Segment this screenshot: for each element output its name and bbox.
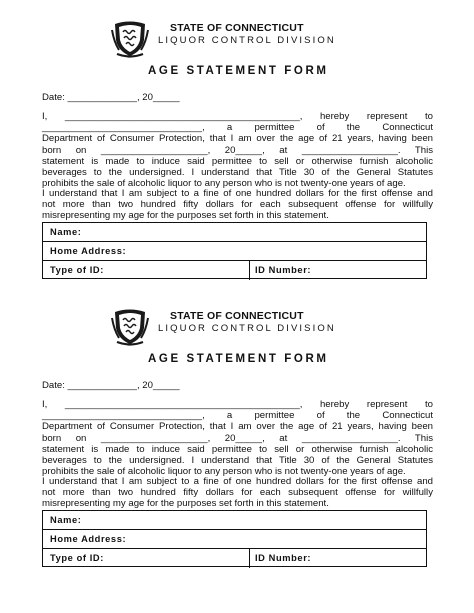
name-label: Name: <box>50 515 82 525</box>
id-number-label: ID Number: <box>255 265 312 275</box>
paragraph-line: I understand that I am subject to a fine of one hundred dollars for the first offense and <box>42 188 433 199</box>
connecticut-seal-icon <box>111 18 149 58</box>
paragraph-line: ______________________________, a permittee of the Connecticut <box>42 410 433 422</box>
paragraph-line: Department of Consumer Protection, that I am over the age of 21 years, having been <box>42 133 433 145</box>
paragraph-line: statement is made to induce said permittee to sell or otherwise furnish alcoholic <box>42 155 433 167</box>
division-heading: LIQUOR CONTROL DIVISION <box>158 323 336 334</box>
state-heading: STATE OF CONNECTICUT <box>170 310 304 322</box>
id-row <box>43 549 426 568</box>
cell-divider <box>249 549 250 568</box>
representation-paragraph <box>42 399 433 477</box>
paragraph-line: statement is made to induce said permittee to sell or otherwise furnish alcoholic <box>42 443 433 455</box>
paragraph-line: not more than two hundred fifty dollars for each subsequent offense for willfully <box>42 487 433 499</box>
home-address-label: Home Address: <box>50 246 127 256</box>
representation-paragraph <box>42 111 433 189</box>
name-label: Name: <box>50 227 82 237</box>
penalty-paragraph <box>42 476 433 510</box>
home-address-field[interactable] <box>43 530 426 549</box>
form-title: AGE STATEMENT FORM <box>148 353 329 365</box>
penalty-paragraph <box>42 188 433 222</box>
id-row <box>43 261 426 280</box>
home-address-label: Home Address: <box>50 534 127 544</box>
home-address-field[interactable] <box>43 242 426 261</box>
id-number-label: ID Number: <box>255 553 312 563</box>
division-heading: LIQUOR CONTROL DIVISION <box>158 35 336 46</box>
paragraph-line: prohibits the sale of alcoholic liquor to any person who is not twenty-one years of age. <box>42 178 406 190</box>
paragraph-line: I, ____________________________________________, hereby represent to <box>42 111 433 122</box>
connecticut-seal-icon <box>111 306 149 346</box>
date-line: Date: _____________, 20_____ <box>42 380 180 391</box>
name-field[interactable] <box>43 511 426 530</box>
paragraph-line: Department of Consumer Protection, that I am over the age of 21 years, having been <box>42 421 433 433</box>
identification-table <box>42 222 427 279</box>
type-of-id-label: Type of ID: <box>50 265 104 275</box>
paragraph-line: misrepresenting my age for the purposes set forth in this statement. <box>42 210 329 222</box>
paragraph-line: born on ____________________, 20_____, at __________________. This <box>42 144 433 156</box>
paragraph-line: ______________________________, a permittee of the Connecticut <box>42 122 433 134</box>
type-of-id-label: Type of ID: <box>50 553 104 563</box>
paragraph-line: misrepresenting my age for the purposes set forth in this statement. <box>42 498 329 510</box>
identification-table <box>42 510 427 567</box>
paragraph-line: I, ____________________________________________, hereby represent to <box>42 399 433 410</box>
date-line: Date: _____________, 20_____ <box>42 92 180 103</box>
paragraph-line: beverages to the undersigned. I understand that Title 30 of the General Statutes <box>42 166 433 178</box>
state-heading: STATE OF CONNECTICUT <box>170 22 304 34</box>
age-statement-form-1 <box>0 18 474 318</box>
paragraph-line: prohibits the sale of alcoholic liquor to any person who is not twenty-one years of age. <box>42 466 406 478</box>
age-statement-form-2 <box>0 306 474 606</box>
paragraph-line: beverages to the undersigned. I understand that Title 30 of the General Statutes <box>42 454 433 466</box>
form-title: AGE STATEMENT FORM <box>148 65 329 77</box>
paragraph-line: I understand that I am subject to a fine of one hundred dollars for the first offense and <box>42 476 433 487</box>
name-field[interactable] <box>43 223 426 242</box>
cell-divider <box>249 261 250 280</box>
paragraph-line: born on ____________________, 20_____, at __________________. This <box>42 432 433 444</box>
paragraph-line: not more than two hundred fifty dollars for each subsequent offense for willfully <box>42 199 433 211</box>
